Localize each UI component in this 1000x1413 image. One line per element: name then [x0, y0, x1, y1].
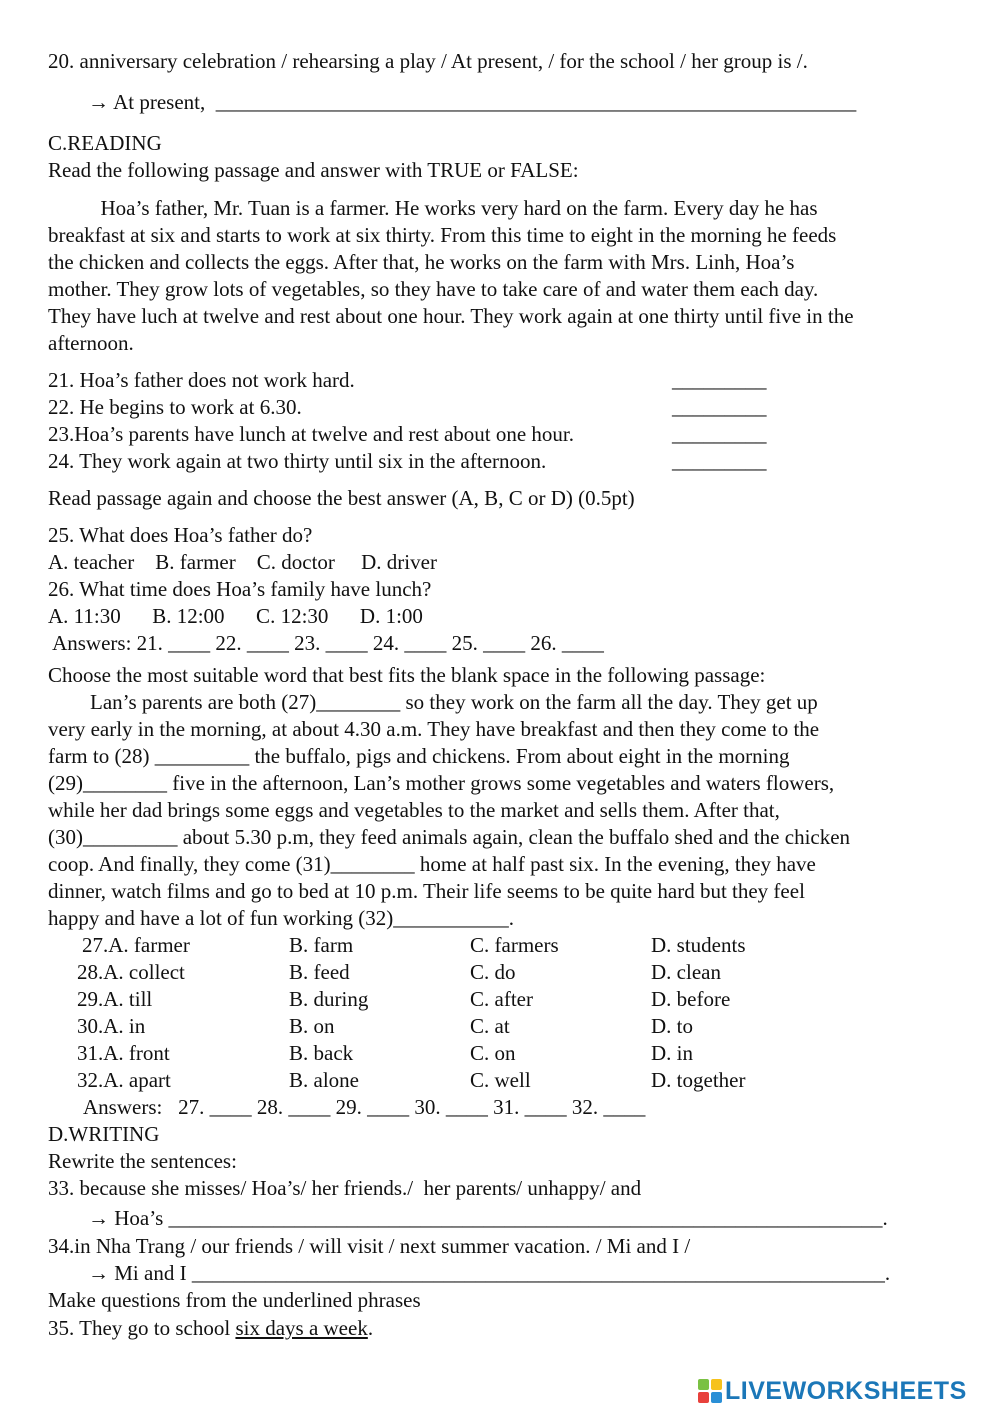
option-29-a: 29.A. till	[77, 987, 153, 1011]
tf-answer-blank-21[interactable]: _________	[672, 368, 767, 392]
option-31-b: B. back	[289, 1041, 354, 1065]
cloze-line: (29)________ five in the afternoon, Lan’s mother grows some vegetables and waters flowers,	[48, 771, 835, 795]
cloze-line: Lan’s parents are both (27)________ so they work on the farm all the day. They get up	[48, 690, 818, 714]
cloze-line: while her dad brings some eggs and vegetables to the market and sells them. After that,	[48, 798, 780, 822]
question-33: 33. because she misses/ Hoa’s/ her friends./ her parents/ unhappy/ and	[48, 1176, 642, 1200]
option-31-d: D. in	[651, 1041, 693, 1065]
question-35	[48, 1315, 373, 1342]
reading-heading: C.READING	[48, 131, 162, 155]
option-28-a: 28.A. collect	[77, 960, 185, 984]
option-27-c: C. farmers	[470, 933, 559, 957]
multiple-choice-instruction: Read passage again and choose the best answer (A, B, C or D) (0.5pt)	[48, 486, 635, 510]
option-32-c: C. well	[470, 1068, 531, 1092]
option-30-c: C. at	[470, 1014, 510, 1038]
tf-question-21: 21. Hoa’s father does not work hard.	[48, 368, 355, 392]
option-30-d: D. to	[651, 1014, 693, 1038]
question-34: 34.in Nha Trang / our friends / will visit / next summer vacation. / Mi and I /	[48, 1234, 691, 1258]
liveworksheets-logo-icon	[698, 1379, 722, 1403]
cloze-line: happy and have a lot of fun working (32)___________.	[48, 906, 514, 930]
reading-instruction: Read the following passage and answer with TRUE or FALSE:	[48, 158, 579, 182]
passage-line: the chicken and collects the eggs. After that, he works on the farm with Mrs. Linh, Hoa’s	[48, 250, 795, 274]
passage-line: mother. They grow lots of vegetables, so they have to take care of and water them each day.	[48, 277, 819, 301]
question-20-prompt: 20. anniversary celebration / rehearsing a play / At present, / for the school / her group is /.	[48, 49, 808, 73]
option-28-b: B. feed	[289, 960, 350, 984]
writing-heading: D.WRITING	[48, 1122, 160, 1146]
cloze-instruction: Choose the most suitable word that best fits the blank space in the following passage:	[48, 663, 766, 687]
question-25: 25. What does Hoa’s father do?	[48, 523, 313, 547]
tf-answer-blank-22[interactable]: _________	[672, 395, 767, 419]
question-26: 26. What time does Hoa’s family have lunch?	[48, 577, 432, 601]
option-29-c: C. after	[470, 987, 533, 1011]
tf-question-22: 22. He begins to work at 6.30.	[48, 395, 302, 419]
option-29-d: D. before	[651, 987, 731, 1011]
liveworksheets-logo-text: LIVEWORKSHEETS	[725, 1376, 967, 1405]
option-32-d: D. together	[651, 1068, 746, 1092]
passage-line: They have luch at twelve and rest about one hour. They work again at one thirty until five in the	[48, 304, 854, 328]
cloze-line: farm to (28) _________ the buffalo, pigs and chickens. From about eight in the morning	[48, 744, 790, 768]
question-35-prefix: 35. They go to school	[48, 1316, 236, 1340]
option-29-b: B. during	[289, 987, 369, 1011]
tf-question-24: 24. They work again at two thirty until six in the afternoon.	[48, 449, 547, 473]
cloze-answers-line[interactable]: Answers: 27. ____ 28. ____ 29. ____ 30. ____ 31. ____ 32. ____	[83, 1095, 646, 1119]
option-30-b: B. on	[289, 1014, 335, 1038]
passage-line: afternoon.	[48, 331, 134, 355]
question-35-underlined-phrase: six days a week	[235, 1316, 368, 1340]
option-32-a: 32.A. apart	[77, 1068, 171, 1092]
question-26-options: A. 11:30 B. 12:00 C. 12:30 D. 1:00	[48, 604, 423, 628]
option-28-d: D. clean	[651, 960, 721, 984]
option-30-a: 30.A. in	[77, 1014, 146, 1038]
cloze-line: (30)_________ about 5.30 p.m, they feed animals again, clean the buffalo shed and the chicken	[48, 825, 851, 849]
reading-answers-line[interactable]: Answers: 21. ____ 22. ____ 23. ____ 24. ____ 25. ____ 26. ____	[48, 631, 604, 655]
question-25-options: A. teacher B. farmer C. doctor D. driver	[48, 550, 437, 574]
option-31-c: C. on	[470, 1041, 516, 1065]
option-32-b: B. alone	[289, 1068, 359, 1092]
passage-line: Hoa’s father, Mr. Tuan is a farmer. He works very hard on the farm. Every day he has	[48, 196, 818, 220]
question-33-answer-line[interactable]: → Hoa’s ____________________________________________________________________.	[88, 1206, 888, 1230]
passage-line: breakfast at six and starts to work at six thirty. From this time to eight in the morning he feeds	[48, 223, 837, 247]
writing-instruction: Rewrite the sentences:	[48, 1149, 237, 1173]
liveworksheets-logo	[698, 1376, 967, 1406]
option-27-a: 27.A. farmer	[82, 933, 190, 957]
cloze-line: very early in the morning, at about 4.30 a.m. They have breakfast and then they come to the	[48, 717, 820, 741]
tf-answer-blank-24[interactable]: _________	[672, 449, 767, 473]
question-35-suffix: .	[367, 1316, 374, 1340]
option-27-d: D. students	[651, 933, 746, 957]
option-27-b: B. farm	[289, 933, 354, 957]
questions-instruction: Make questions from the underlined phrases	[48, 1288, 421, 1312]
tf-answer-blank-23[interactable]: _________	[672, 422, 767, 446]
cloze-line: dinner, watch films and go to bed at 10 p.m. Their life seems to be quite hard but they feel	[48, 879, 805, 903]
option-31-a: 31.A. front	[77, 1041, 170, 1065]
cloze-line: coop. And finally, they come (31)________ home at half past six. In the evening, they have	[48, 852, 816, 876]
question-20-answer-line: → At present, _____________________________________________________________	[88, 90, 857, 114]
question-34-answer-line[interactable]: → Mi and I __________________________________________________________________.	[88, 1261, 891, 1285]
tf-question-23: 23.Hoa’s parents have lunch at twelve and rest about one hour.	[48, 422, 575, 446]
option-28-c: C. do	[470, 960, 516, 984]
